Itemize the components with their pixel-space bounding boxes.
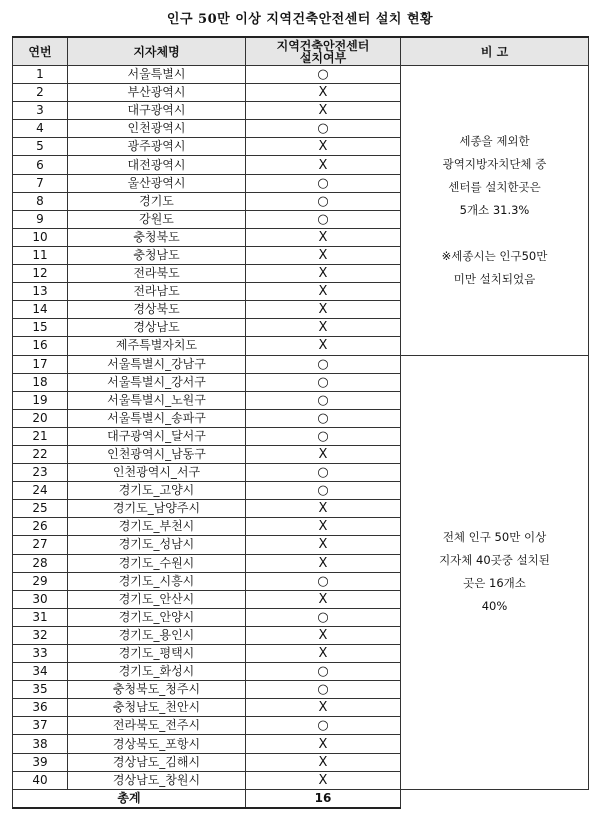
row-status: X (246, 102, 401, 120)
row-name: 경기도_평택시 (68, 645, 246, 663)
row-status: ○ (246, 391, 401, 409)
row-status: X (246, 645, 401, 663)
row-name: 경기도_용인시 (68, 626, 246, 644)
row-no: 29 (13, 572, 68, 590)
row-name: 경상남도_창원시 (68, 771, 246, 789)
header-row (13, 37, 589, 66)
row-status: ○ (246, 482, 401, 500)
row-no: 37 (13, 717, 68, 735)
row-no: 40 (13, 771, 68, 789)
row-no: 23 (13, 464, 68, 482)
row-status: ○ (246, 464, 401, 482)
row-name: 서울특별시 (68, 66, 246, 84)
row-status: ○ (246, 427, 401, 445)
row-no: 3 (13, 102, 68, 120)
row-name: 경기도_성남시 (68, 536, 246, 554)
note-municipal: 전체 인구 50만 이상 지자체 40곳중 설치된 곳은 16개소 40% (401, 355, 589, 789)
row-no: 35 (13, 681, 68, 699)
row-name: 경상남도_김해시 (68, 753, 246, 771)
table-row (13, 66, 589, 84)
row-no: 9 (13, 210, 68, 228)
header-status-line2: 설치여부 (299, 50, 347, 65)
row-status: X (246, 337, 401, 355)
row-no: 17 (13, 355, 68, 373)
row-no: 18 (13, 373, 68, 391)
row-status: ○ (246, 409, 401, 427)
installation-status-table (12, 36, 589, 809)
row-status: X (246, 84, 401, 102)
row-no: 2 (13, 84, 68, 102)
row-no: 31 (13, 608, 68, 626)
row-name: 광주광역시 (68, 138, 246, 156)
row-name: 경기도 (68, 192, 246, 210)
row-name: 경기도_수원시 (68, 554, 246, 572)
row-no: 7 (13, 174, 68, 192)
row-name: 강원도 (68, 210, 246, 228)
row-status: X (246, 445, 401, 463)
row-no: 30 (13, 590, 68, 608)
row-status: ○ (246, 373, 401, 391)
row-no: 27 (13, 536, 68, 554)
row-no: 32 (13, 626, 68, 644)
row-no: 1 (13, 66, 68, 84)
row-name: 서울특별시_강서구 (68, 373, 246, 391)
row-status: X (246, 246, 401, 264)
row-name: 경상북도_포항시 (68, 735, 246, 753)
row-name: 충청남도_천안시 (68, 699, 246, 717)
row-status: X (246, 500, 401, 518)
row-name: 인천광역시_남동구 (68, 445, 246, 463)
page-title: 인구 50만 이상 지역건축안전센터 설치 현황 (166, 12, 434, 27)
row-name: 경기도_안산시 (68, 590, 246, 608)
row-name: 인천광역시 (68, 120, 246, 138)
header-status-line1: 지역건축안전센터 (276, 38, 370, 53)
row-no: 8 (13, 192, 68, 210)
row-no: 10 (13, 228, 68, 246)
row-no: 6 (13, 156, 68, 174)
row-name: 충청남도 (68, 246, 246, 264)
row-name: 경기도_시흥시 (68, 572, 246, 590)
row-name: 울산광역시 (68, 174, 246, 192)
row-no: 26 (13, 518, 68, 536)
row-no: 11 (13, 246, 68, 264)
row-status: ○ (246, 572, 401, 590)
row-status: X (246, 771, 401, 789)
row-no: 14 (13, 301, 68, 319)
table-row (13, 355, 589, 373)
row-no: 33 (13, 645, 68, 663)
row-status: ○ (246, 210, 401, 228)
row-name: 경기도_고양시 (68, 482, 246, 500)
row-status: ○ (246, 663, 401, 681)
row-name: 경기도_남양주시 (68, 500, 246, 518)
row-no: 12 (13, 265, 68, 283)
row-status: X (246, 699, 401, 717)
row-name: 경상북도 (68, 301, 246, 319)
row-no: 39 (13, 753, 68, 771)
table-body (13, 66, 589, 808)
note-provincial: 세종을 제외한 광역지방자치단체 중 센터를 설치한곳은 5개소 31.3% ※세종시는 인구50만 미만 설치되었음 (401, 66, 589, 356)
total-label: 총계 (13, 789, 246, 808)
row-status: X (246, 156, 401, 174)
row-name: 전라북도 (68, 265, 246, 283)
row-status: X (246, 753, 401, 771)
row-no: 24 (13, 482, 68, 500)
row-name: 서울특별시_강남구 (68, 355, 246, 373)
row-status: X (246, 228, 401, 246)
row-name: 대구광역시_달서구 (68, 427, 246, 445)
row-no: 16 (13, 337, 68, 355)
row-no: 13 (13, 283, 68, 301)
row-status: X (246, 735, 401, 753)
header-name: 지자체명 (68, 37, 246, 66)
row-no: 5 (13, 138, 68, 156)
row-status: ○ (246, 681, 401, 699)
header-no: 연번 (13, 37, 68, 66)
row-name: 전라북도_전주시 (68, 717, 246, 735)
row-status: ○ (246, 66, 401, 84)
header-status (246, 37, 401, 66)
row-status: X (246, 138, 401, 156)
row-name: 부산광역시 (68, 84, 246, 102)
row-status: X (246, 536, 401, 554)
row-no: 28 (13, 554, 68, 572)
row-status: X (246, 554, 401, 572)
row-status: X (246, 283, 401, 301)
header-note: 비 고 (401, 37, 589, 66)
row-name: 충청북도 (68, 228, 246, 246)
row-no: 22 (13, 445, 68, 463)
total-value: 16 (246, 789, 401, 808)
row-status: ○ (246, 192, 401, 210)
row-status: X (246, 301, 401, 319)
row-status: ○ (246, 717, 401, 735)
row-status: X (246, 626, 401, 644)
row-name: 충청북도_청주시 (68, 681, 246, 699)
row-no: 21 (13, 427, 68, 445)
row-name: 경기도_화성시 (68, 663, 246, 681)
row-name: 서울특별시_노원구 (68, 391, 246, 409)
row-name: 경기도_부천시 (68, 518, 246, 536)
row-status: ○ (246, 355, 401, 373)
row-name: 서울특별시_송파구 (68, 409, 246, 427)
row-name: 대구광역시 (68, 102, 246, 120)
row-no: 34 (13, 663, 68, 681)
row-name: 인천광역시_서구 (68, 464, 246, 482)
row-name: 제주특별자치도 (68, 337, 246, 355)
row-status: ○ (246, 608, 401, 626)
row-status: ○ (246, 120, 401, 138)
row-name: 대전광역시 (68, 156, 246, 174)
row-name: 경기도_안양시 (68, 608, 246, 626)
row-status: X (246, 518, 401, 536)
row-no: 4 (13, 120, 68, 138)
row-no: 25 (13, 500, 68, 518)
row-status: ○ (246, 174, 401, 192)
row-status: X (246, 319, 401, 337)
row-no: 19 (13, 391, 68, 409)
row-status: X (246, 265, 401, 283)
row-status: X (246, 590, 401, 608)
row-no: 38 (13, 735, 68, 753)
row-name: 전라남도 (68, 283, 246, 301)
row-name: 경상남도 (68, 319, 246, 337)
row-no: 20 (13, 409, 68, 427)
total-row (13, 789, 589, 808)
row-no: 15 (13, 319, 68, 337)
row-no: 36 (13, 699, 68, 717)
